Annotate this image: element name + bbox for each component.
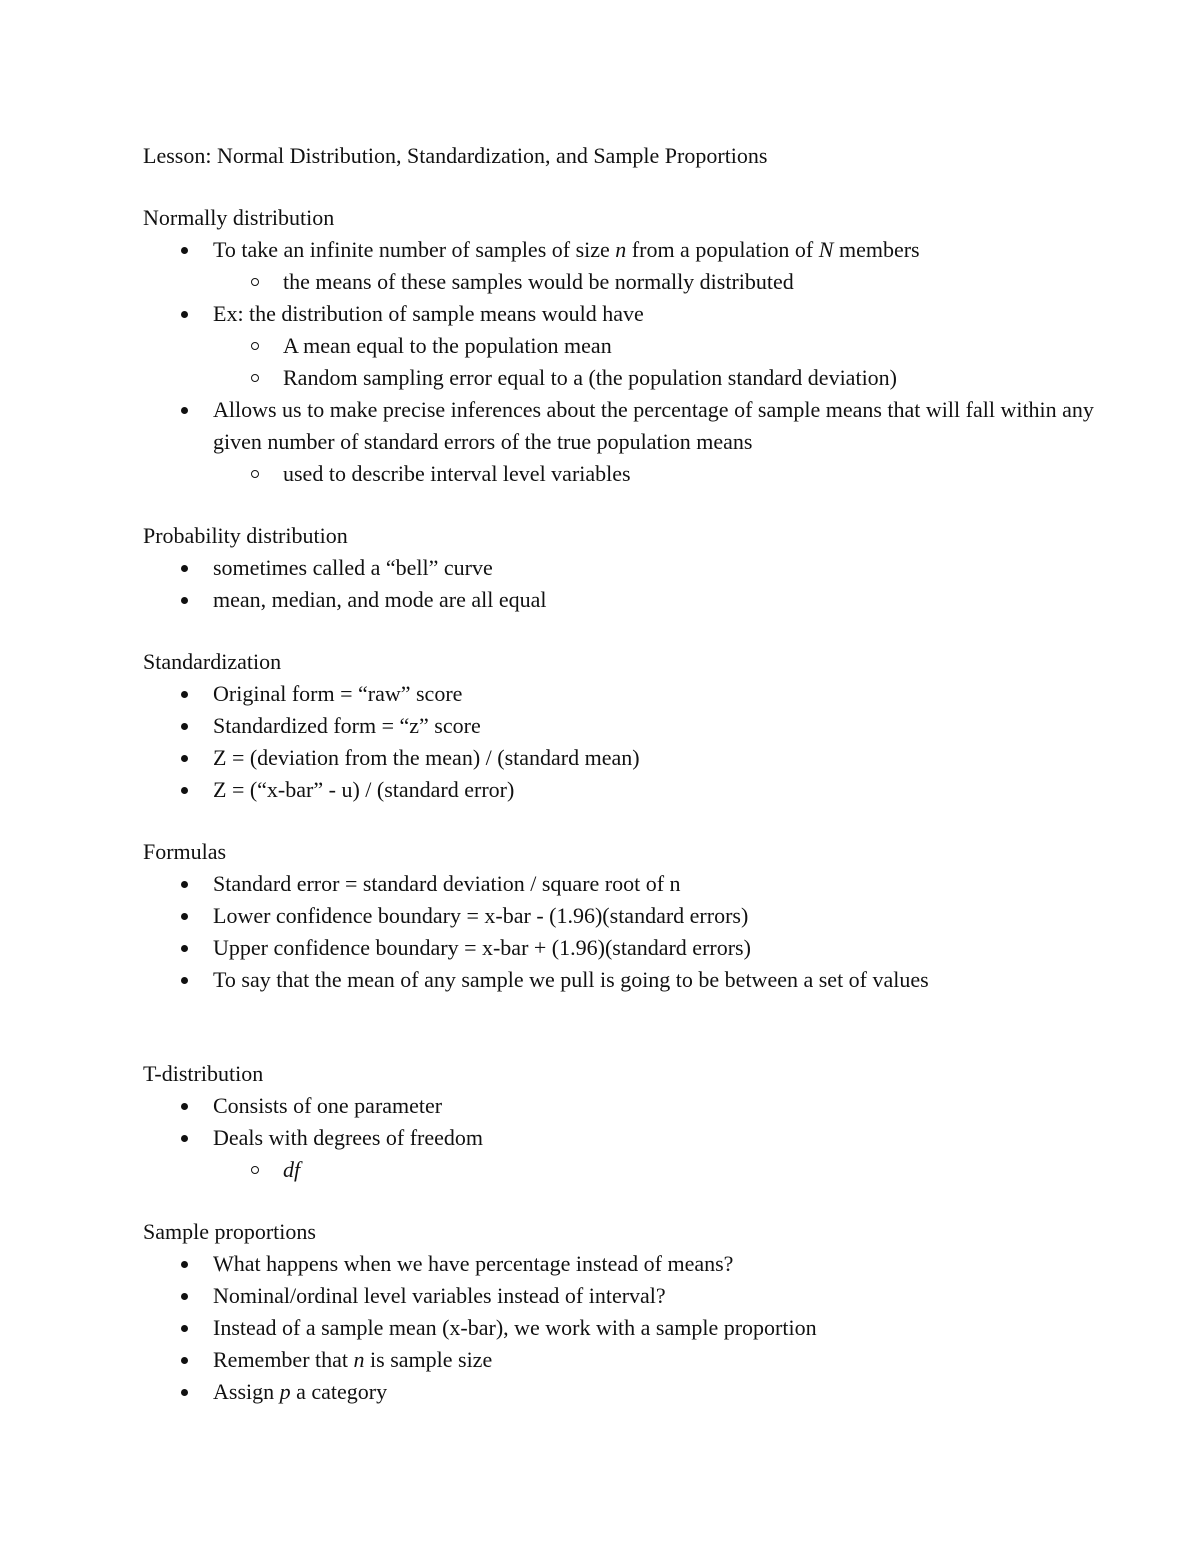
list-item: mean, median, and mode are all equal	[143, 584, 1103, 616]
sub-list-item: A mean equal to the population mean	[143, 330, 1103, 362]
list-item: Lower confidence boundary = x-bar - (1.96)(standard errors)	[143, 900, 1103, 932]
section-heading: Formulas	[143, 839, 227, 864]
bullet-list	[143, 868, 1103, 996]
math-var-N: N	[818, 237, 834, 262]
section-normal-distribution	[143, 202, 1103, 490]
sub-list-item	[143, 1154, 1103, 1186]
section-heading: Probability distribution	[143, 523, 348, 548]
list-item	[143, 1344, 1103, 1376]
section-heading: Normally distribution	[143, 205, 335, 230]
list-item: Standard error = standard deviation / square root of n	[143, 868, 1103, 900]
list-item: Standardized form = “z” score	[143, 710, 1103, 742]
list-item: Nominal/ordinal level variables instead of interval?	[143, 1280, 1103, 1312]
list-item: Instead of a sample mean (x-bar), we work with a sample proportion	[143, 1312, 1103, 1344]
list-item: Ex: the distribution of sample means would have	[143, 298, 1103, 330]
section-formulas	[143, 836, 1103, 996]
list-item: Deals with degrees of freedom	[143, 1122, 1103, 1154]
sub-list-item: used to describe interval level variables	[143, 458, 1103, 490]
math-var-n: n	[615, 237, 627, 262]
document-title: Lesson: Normal Distribution, Standardization, and Sample Proportions	[143, 143, 768, 168]
list-item	[143, 1376, 1103, 1408]
list-item: Original form = “raw” score	[143, 678, 1103, 710]
text-run: from a population of	[626, 237, 819, 262]
text-run: members	[833, 237, 920, 262]
math-var-n: n	[353, 1347, 365, 1372]
list-item: Allows us to make precise inferences about the percentage of sample means that will fall within any given number of standard errors of the true population means	[143, 394, 1103, 458]
document-page	[143, 140, 1103, 1438]
text-run: a category	[290, 1379, 388, 1404]
bullet-list	[143, 678, 1103, 806]
sub-list-item: Random sampling error equal to a (the population standard deviation)	[143, 362, 1103, 394]
bullet-list	[143, 1248, 1103, 1408]
text-run: Assign	[213, 1379, 280, 1404]
math-var-p: p	[279, 1379, 291, 1404]
list-item: Z = (“x-bar” - u) / (standard error)	[143, 774, 1103, 806]
sub-list-item: the means of these samples would be normally distributed	[143, 266, 1103, 298]
list-item: Consists of one parameter	[143, 1090, 1103, 1122]
list-item	[143, 234, 1103, 266]
text-run: To take an infinite number of samples of size	[213, 237, 616, 262]
bullet-list	[143, 234, 1103, 490]
list-item: Upper confidence boundary = x-bar + (1.96)(standard errors)	[143, 932, 1103, 964]
list-item: Z = (deviation from the mean) / (standard mean)	[143, 742, 1103, 774]
section-heading: T-distribution	[143, 1061, 264, 1086]
text-run: Remember that	[213, 1347, 354, 1372]
section-heading: Sample proportions	[143, 1219, 316, 1244]
section-probability-distribution	[143, 520, 1103, 616]
math-var-df: df	[283, 1157, 301, 1182]
section-standardization	[143, 646, 1103, 806]
bullet-list	[143, 552, 1103, 616]
section-heading: Standardization	[143, 649, 282, 674]
section-t-distribution	[143, 1058, 1103, 1186]
bullet-list	[143, 1090, 1103, 1186]
list-item: What happens when we have percentage instead of means?	[143, 1248, 1103, 1280]
section-sample-proportions	[143, 1216, 1103, 1408]
list-item: sometimes called a “bell” curve	[143, 552, 1103, 584]
text-run: is sample size	[364, 1347, 493, 1372]
list-item: To say that the mean of any sample we pull is going to be between a set of values	[143, 964, 1103, 996]
